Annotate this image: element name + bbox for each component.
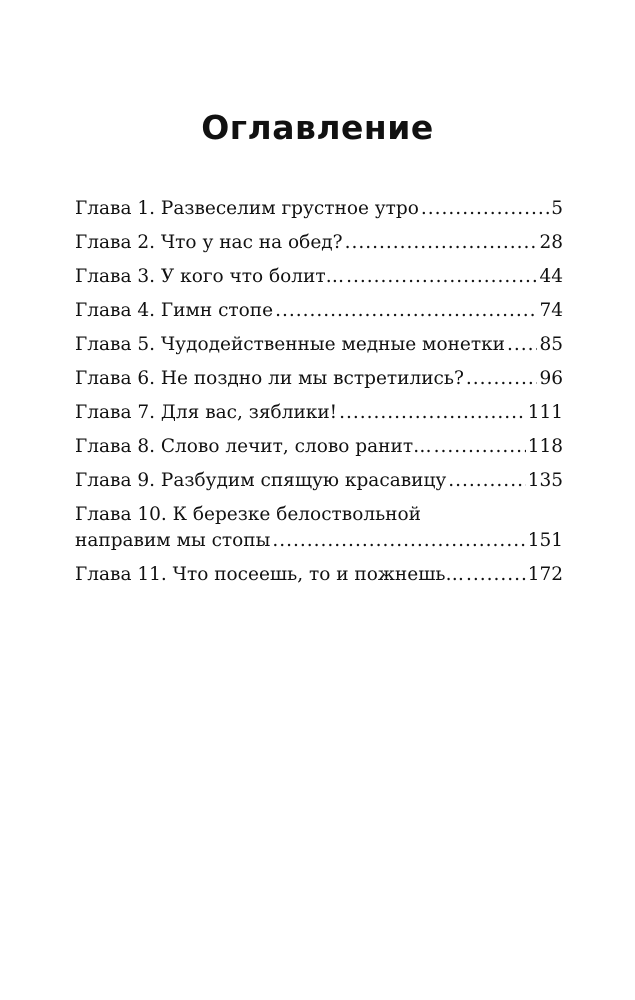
dot-leader (346, 266, 537, 287)
page-number: 96 (539, 368, 563, 389)
page-title: Оглавление (201, 108, 434, 147)
chapter-title: Глава 11. Что посеешь, то и пожнешь… (75, 564, 464, 585)
chapter-title-continuation-row (75, 530, 563, 564)
dot-leader (339, 402, 526, 423)
dot-leader (466, 368, 538, 389)
page-number: 111 (527, 402, 563, 423)
dot-leader (421, 198, 549, 219)
page-number: 74 (539, 300, 563, 321)
toc-entry-chapter-9 (75, 470, 563, 504)
dot-leader (275, 300, 537, 321)
toc-entry-chapter-6 (75, 368, 563, 402)
toc-entry-chapter-8 (75, 436, 563, 470)
chapter-title: Глава 8. Слово лечит, слово ранит… (75, 436, 432, 457)
page-number: 151 (527, 530, 563, 551)
dot-leader (448, 470, 525, 491)
page-number: 172 (527, 564, 563, 585)
chapter-title: Глава 6. Не поздно ли мы встретились? (75, 368, 464, 389)
toc-entry-chapter-10 (75, 504, 563, 564)
dot-leader (345, 232, 538, 253)
page-number: 135 (527, 470, 563, 491)
page-number: 118 (527, 436, 563, 457)
chapter-title: Глава 9. Разбудим спящую красавицу (75, 470, 447, 491)
toc-entry-chapter-5 (75, 334, 563, 368)
chapter-title: Глава 3. У кого что болит… (75, 266, 345, 287)
dot-leader (466, 564, 526, 585)
chapter-title-continuation: направим мы стопы (75, 530, 271, 551)
table-of-contents (75, 198, 563, 598)
chapter-title: Глава 4. Гимн стопе (75, 300, 274, 321)
dot-leader (507, 334, 537, 355)
toc-entry-chapter-1 (75, 198, 563, 232)
page-number: 44 (539, 266, 563, 287)
chapter-title: Глава 5. Чудодейственные медные монетки (75, 334, 505, 355)
dot-leader (434, 436, 526, 457)
toc-entry-chapter-11 (75, 564, 563, 598)
chapter-title: Глава 2. Что у нас на обед? (75, 232, 343, 253)
dot-leader (272, 530, 525, 551)
chapter-title: Глава 7. Для вас, зяблики! (75, 402, 338, 423)
chapter-title: Глава 1. Развеселим грустное утро (75, 198, 419, 219)
page-number: 5 (551, 198, 563, 219)
toc-entry-chapter-3 (75, 266, 563, 300)
toc-entry-chapter-4 (75, 300, 563, 334)
toc-entry-chapter-7 (75, 402, 563, 436)
toc-entry-chapter-2 (75, 232, 563, 266)
page-number: 85 (539, 334, 563, 355)
chapter-title: Глава 10. К березке белоствольной (75, 504, 421, 525)
page-number: 28 (539, 232, 563, 253)
